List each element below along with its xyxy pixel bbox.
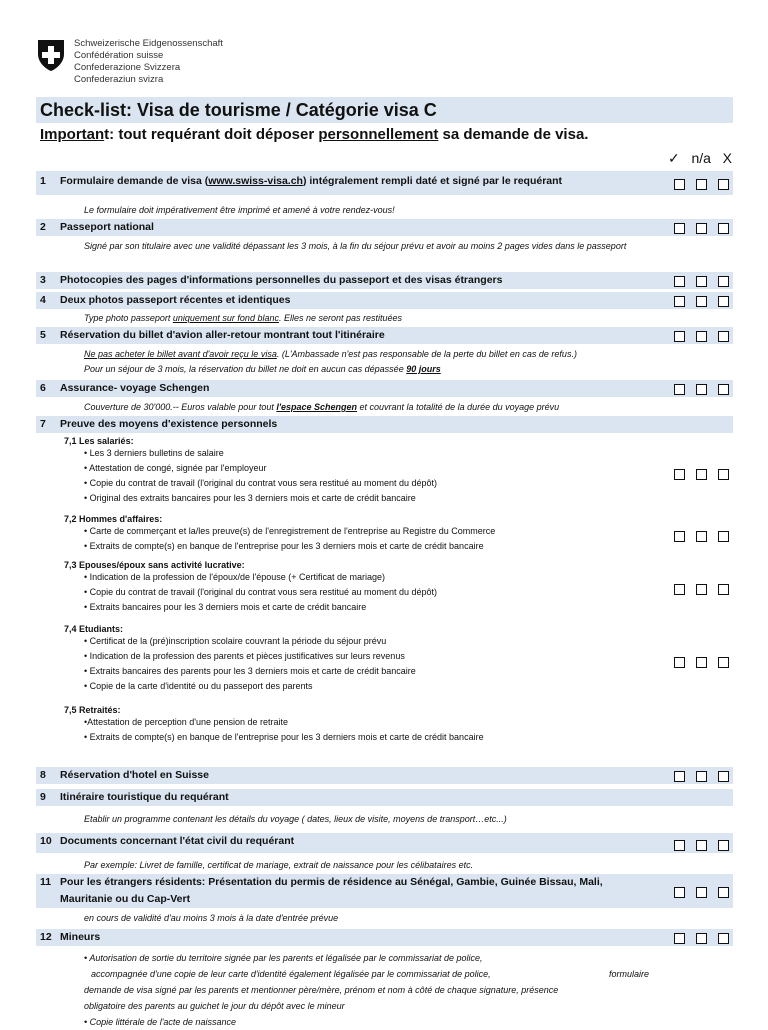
subsection-7-5: 7,5 Retraités: •Attestation de perception d'une pension de retraite • Extraits de compte(s) en banque de l'entreprise pour les 3 derniers mois et carte de crédit bancaire <box>36 705 733 745</box>
list-item: • Original des extraits bancaires pour les 3 derniers mois et carte de crédit bancaire <box>84 493 416 503</box>
swiss-confederation-logo <box>36 38 223 86</box>
item-1-note: Le formulaire doit impérativement être imprimé et amené à votre rendez-vous! <box>84 205 395 215</box>
item-2-header: 2 Passeport national <box>36 219 733 236</box>
checkbox-na[interactable] <box>696 331 707 342</box>
checkbox-ok[interactable] <box>674 657 685 668</box>
checkbox-x[interactable] <box>718 296 729 307</box>
checkbox-x[interactable] <box>718 584 729 595</box>
checkbox-x[interactable] <box>718 223 729 234</box>
checkbox-x[interactable] <box>718 887 729 898</box>
item-1-header: 1 Formulaire demande de visa (www.swiss-visa.ch) intégralement rempli daté et signé par le requérant <box>36 171 733 195</box>
checkbox-ok[interactable] <box>674 584 685 595</box>
item-3-header: 3 Photocopies des pages d'informations personnelles du passeport et des visas étrangers <box>36 272 733 289</box>
checkbox-ok[interactable] <box>674 223 685 234</box>
checkbox-x[interactable] <box>718 276 729 287</box>
checkbox-ok[interactable] <box>674 531 685 542</box>
subsection-7-3: 7,3 Epouses/époux sans activité lucrative: • Indication de la profession de l'époux/de l'épouse (+ Certificat de mariage) • Copie du contrat de travail (l'original du contrat vous sera restitué au moment du dépôt) • Extraits bancaires pour les 3 derniers mois et carte de crédit bancaire <box>36 560 733 615</box>
item-1-checkboxes <box>674 179 729 190</box>
item-8-header: 8 Réservation d'hotel en Suisse <box>36 767 733 784</box>
checkbox-na[interactable] <box>696 771 707 782</box>
checkbox-na[interactable] <box>696 657 707 668</box>
item-10-header: 10 Documents concernant l'état civil du requérant <box>36 833 733 853</box>
swiss-shield-icon <box>36 38 66 72</box>
checkbox-x[interactable] <box>718 179 729 190</box>
important-notice: Important: tout requérant doit déposer personnellement sa demande de visa. <box>40 126 589 143</box>
checkbox-na[interactable] <box>696 276 707 287</box>
checkbox-na[interactable] <box>696 296 707 307</box>
swiss-visa-link[interactable]: www.swiss-visa.ch <box>208 175 303 187</box>
list-item: • Certificat de la (pré)inscription scolaire couvrant la période du séjour prévu <box>84 636 387 646</box>
item-6-note: Couverture de 30'000.-- Euros valable pour tout l'espace Schengen et couvrant la totalité de la durée du voyage prévu <box>84 402 560 412</box>
checkbox-x[interactable] <box>718 531 729 542</box>
checkbox-na[interactable] <box>696 584 707 595</box>
checkbox-na[interactable] <box>696 179 707 190</box>
item-9-note: Etablir un programme contenant les détails du voyage ( dates, lieux de visite, moyens de transport…etc...) <box>84 814 507 824</box>
column-na: n/a <box>691 150 711 166</box>
list-item: • Extraits de compte(s) en banque de l'entreprise pour les 3 derniers mois et carte de crédit bancaire <box>84 541 484 551</box>
item-4-note: Type photo passeport uniquement sur fond blanc. Elles ne seront pas restituées <box>84 313 403 323</box>
confederation-names: Schweizerische Eidgenossenschaft Confédération suisse Confederazione Svizzera Confederaziun svizra <box>74 38 223 85</box>
list-item: • Extraits bancaires pour les 3 derniers mois et carte de crédit bancaire <box>84 602 367 612</box>
subsection-7-1: 7,1 Les salariés: • Les 3 derniers bulletins de salaire • Attestation de congé, signée par l'employeur • Copie du contrat de travail (l'original du contrat vous sera restitué au moment du dépôt) • Original des extraits bancaires pour les 3 derniers mois et carte de crédit bancaire <box>36 436 733 506</box>
list-item: • Copie du contrat de travail (l'original du contrat vous sera restitué au moment du dépôt) <box>84 478 438 488</box>
checkbox-x[interactable] <box>718 384 729 395</box>
checkbox-ok[interactable] <box>674 331 685 342</box>
checkbox-na[interactable] <box>696 469 707 480</box>
item-4-header: 4 Deux photos passeport récentes et identiques <box>36 292 733 309</box>
checkbox-na[interactable] <box>696 887 707 898</box>
subsection-7-2: 7,2 Hommes d'affaires: • Carte de commerçant et la/les preuve(s) de l'enregistrement de l'entreprise au Registre du Commerce • Extraits de compte(s) en banque de l'entreprise pour les 3 derniers mois et carte de crédit bancaire <box>36 514 733 554</box>
checkbox-ok[interactable] <box>674 840 685 851</box>
list-item: • Extraits de compte(s) en banque de l'entreprise pour les 3 derniers mois et carte de crédit bancaire <box>84 732 484 742</box>
column-headers <box>668 150 732 167</box>
page-title: Check-list: Visa de tourisme / Catégorie visa C <box>36 97 733 123</box>
item-12-header: 12 Mineurs <box>36 929 733 946</box>
checkbox-x[interactable] <box>718 331 729 342</box>
checkbox-na[interactable] <box>696 223 707 234</box>
checkbox-na[interactable] <box>696 933 707 944</box>
item-12-note: • Autorisation de sortie du territoire signée par les parents et légalisée par le commissariat de police, accompagnée d'une copie de leur carte d'identité également légalisée par le commissariat de police, formulaire demande de visa signé par les parents et mentionner père/mère, prénom et nom à côté de chaque signature, présence obligatoire des parents au guichet le jour du dépôt avec le mineur • Copie littérale de l'acte de naissance <box>84 953 650 1027</box>
checkbox-ok[interactable] <box>674 933 685 944</box>
checkbox-ok[interactable] <box>674 887 685 898</box>
checkbox-na[interactable] <box>696 531 707 542</box>
item-5-note-2: Pour un séjour de 3 mois, la réservation du billet ne doit en aucun cas dépassée 90 jours <box>84 364 441 374</box>
checkbox-ok[interactable] <box>674 296 685 307</box>
checkbox-ok[interactable] <box>674 384 685 395</box>
checkbox-ok[interactable] <box>674 771 685 782</box>
list-item: • Attestation de congé, signée par l'employeur <box>84 463 267 473</box>
list-item: • Les 3 derniers bulletins de salaire <box>84 448 224 458</box>
list-item: • Carte de commerçant et la/les preuve(s) de l'enregistrement de l'entreprise au Registre du Commerce <box>84 526 496 536</box>
checkbox-x[interactable] <box>718 933 729 944</box>
list-item: •Attestation de perception d'une pension de retraite <box>84 717 289 727</box>
item-7-header: 7 Preuve des moyens d'existence personnels <box>36 416 733 433</box>
item-11-note: en cours de validité d'au moins 3 mois à la date d'entrée prévue <box>84 913 339 923</box>
item-2-note: Signé par son titulaire avec une validité dépassant les 3 mois, à la fin du séjour prévu et avoir au moins 2 pages vides dans le passeport <box>84 241 627 251</box>
item-5-note: Ne pas acheter le billet avant d'avoir reçu le visa. (L'Ambassade n'est pas responsable de la perte du billet en cas de refus.) <box>84 349 577 359</box>
checkbox-x[interactable] <box>718 657 729 668</box>
list-item: • Copie du contrat de travail (l'original du contrat vous sera restitué au moment du dépôt) <box>84 587 438 597</box>
checkbox-ok[interactable] <box>674 276 685 287</box>
item-11-header: 11 Pour les étrangers résidents: Présentation du permis de résidence au Sénégal, Gambie, Guinée Bissau, Mali, Mauritanie ou du Cap-Vert <box>36 874 733 908</box>
list-item: • Extraits bancaires des parents pour les 3 derniers mois et carte de crédit bancaire <box>84 666 416 676</box>
list-item: • Copie de la carte d'identité ou du passeport des parents <box>84 681 313 691</box>
checkbox-x[interactable] <box>718 771 729 782</box>
checkbox-na[interactable] <box>696 840 707 851</box>
subsection-7-4: 7,4 Etudiants: • Certificat de la (pré)inscription scolaire couvrant la période du séjour prévu • Indication de la profession des parents et pièces justificatives sur leurs revenus • Extraits bancaires des parents pour les 3 derniers mois et carte de crédit bancaire • Copie de la carte d'identité ou du passeport des parents <box>36 624 733 694</box>
column-x: X <box>722 150 732 166</box>
item-9-header: 9 Itinéraire touristique du requérant <box>36 789 733 806</box>
item-5-header: 5 Réservation du billet d'avion aller-retour montrant tout l'itinéraire <box>36 327 733 344</box>
checkbox-na[interactable] <box>696 384 707 395</box>
item-6-header: 6 Assurance- voyage Schengen <box>36 380 733 397</box>
list-item: • Indication de la profession de l'époux/de l'épouse (+ Certificat de mariage) <box>84 572 386 582</box>
column-ok: ✓ <box>668 150 680 166</box>
item-10-note: Par exemple: Livret de famille, certificat de mariage, extrait de naissance pour les célibataires etc. <box>84 860 474 870</box>
list-item: • Indication de la profession des parents et pièces justificatives sur leurs revenus <box>84 651 405 661</box>
checkbox-ok[interactable] <box>674 179 685 190</box>
checkbox-x[interactable] <box>718 840 729 851</box>
checkbox-ok[interactable] <box>674 469 685 480</box>
checkbox-x[interactable] <box>718 469 729 480</box>
